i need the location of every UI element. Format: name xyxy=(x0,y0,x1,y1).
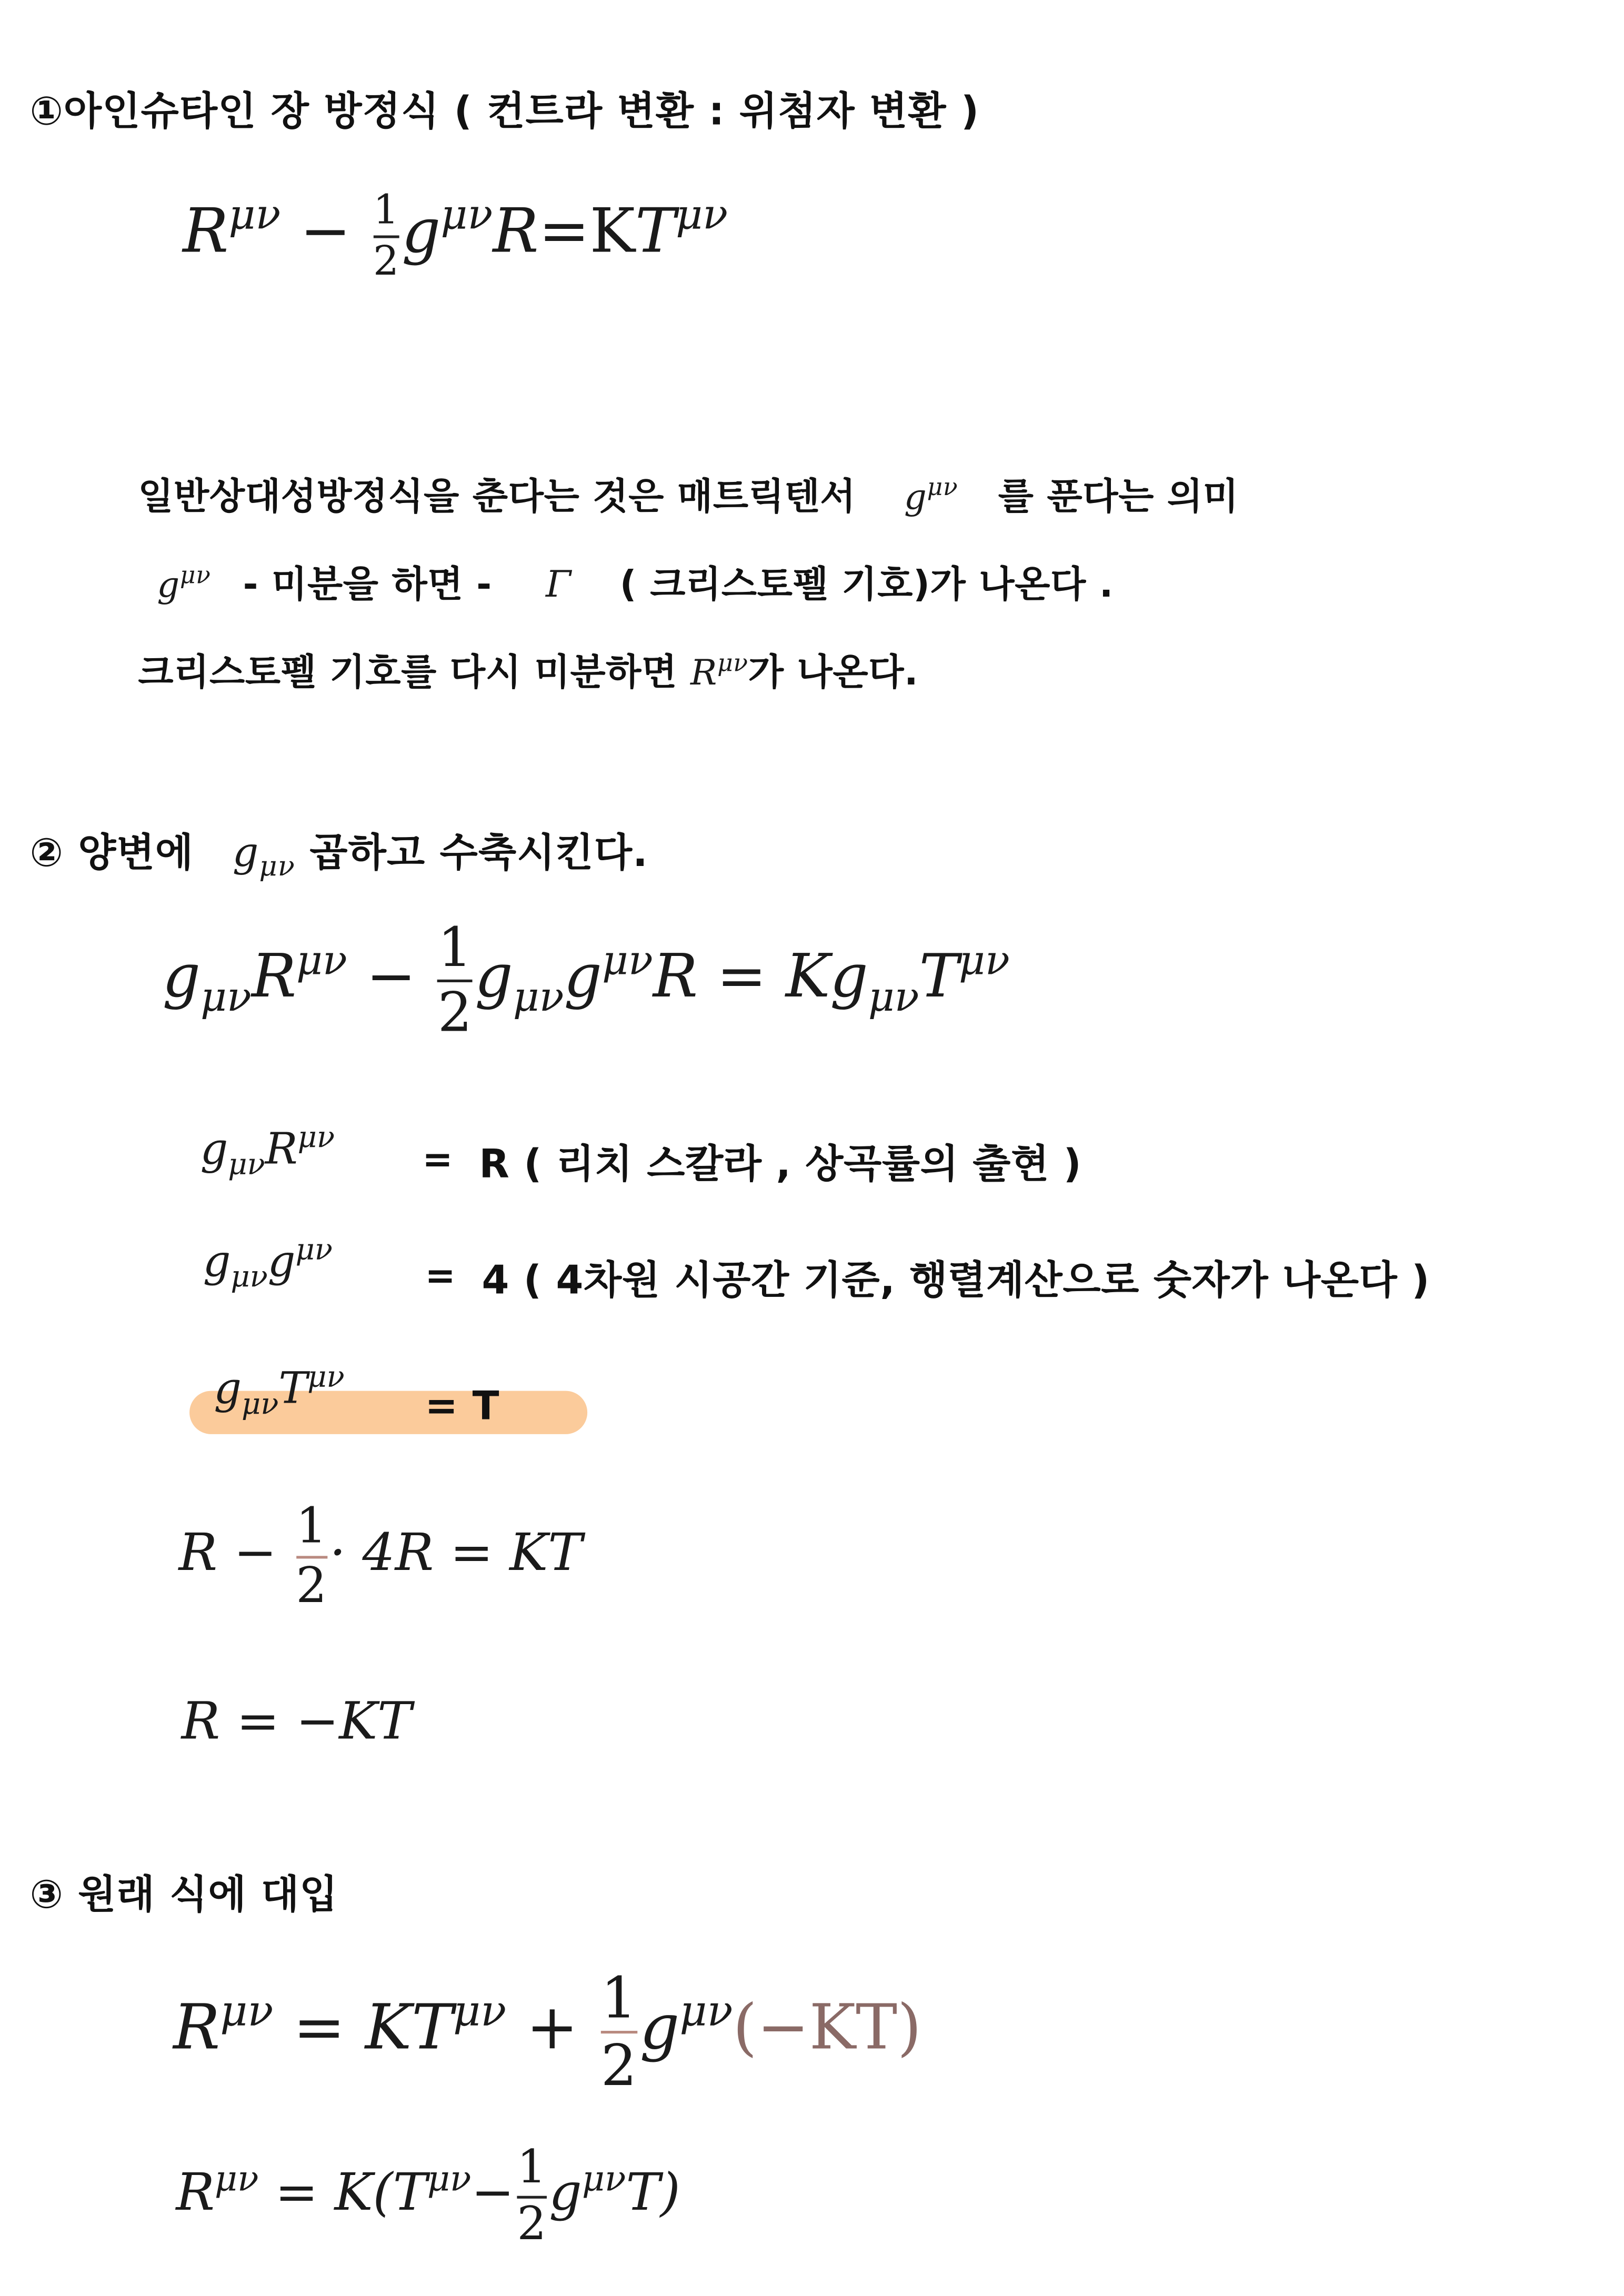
eq-symbol: R xyxy=(183,195,229,267)
row-lhs-ricci: $g_{\mu\nu}R^{\mu\nu}$ xyxy=(200,1121,335,1182)
eq-symbol: K xyxy=(589,195,635,267)
row-equals: = xyxy=(425,1255,456,1298)
trace-equation: R − 1 2 · 4R = KT xyxy=(178,1499,583,1614)
fraction: 1 2 xyxy=(600,1964,637,2099)
row-lhs-trace-T: $g_{\mu\nu}T^{\mu\nu}$ xyxy=(214,1361,345,1422)
eq-superscript: μν xyxy=(676,192,728,240)
contracted-equation: $g_{\mu\nu}R^{\mu\nu}$ − 1 2 $g_{\mu\nu}g^{\mu\nu}R = Kg_{\mu\nu}T^{\mu\nu}$ xyxy=(162,917,1010,1045)
eq-operator: − xyxy=(280,195,370,267)
section2-heading: ② 양변에 $g_{\mu\nu}$ 곱하고 수축시킨다. xyxy=(29,829,648,883)
einstein-field-equation xyxy=(183,186,728,285)
fraction: 1 2 xyxy=(373,186,399,285)
eq-symbol: g xyxy=(402,195,441,267)
ricci-tensor-symbol: $R^{\mu\nu}$ xyxy=(690,651,748,694)
eq-operator: = xyxy=(538,195,590,267)
christoffel-symbol: Γ xyxy=(545,564,572,607)
eq-superscript: μν xyxy=(228,192,281,240)
metric-tensor-symbol: $g^{\mu\nu}$ xyxy=(157,563,211,607)
row-rhs-T: = T xyxy=(425,1383,500,1429)
substituted-equation: $R^{\mu\nu} = KT^{\mu\nu}$ + 1 2 $g^{\mu\nu}(-KT)$ xyxy=(173,1964,922,2099)
note-text: 를 푼다는 의미 xyxy=(998,476,1239,518)
note-text: 가 나온다. xyxy=(748,652,919,694)
section3-heading: ③ 원래 식에 대입 xyxy=(29,1871,338,1917)
note-line-3 xyxy=(138,643,918,696)
eq-symbol: T xyxy=(635,195,676,267)
note-line-2 xyxy=(157,555,1114,607)
row-lhs-metric-trace: $g_{\mu\nu}g^{\mu\nu}$ xyxy=(203,1234,333,1295)
note-text: 일반상대성방정식을 춘다는 것은 매트릭텐서 xyxy=(138,476,856,518)
fraction: 1 2 xyxy=(437,917,473,1045)
row-rhs-four: 4 ( 4차원 시공간 기준, 행렬계산으로 숫자가 나온다 ) xyxy=(482,1257,1430,1303)
row-equals: = xyxy=(422,1139,454,1182)
fraction: 1 2 xyxy=(517,2140,547,2251)
section1-heading: ①아인슈타인 장 방정식 ( 컨트라 변환 : 위첨자 변환 ) xyxy=(29,88,980,134)
eq-symbol: R xyxy=(493,195,539,267)
result-equation: R = −KT xyxy=(181,1691,412,1751)
final-equation: $R^{\mu\nu} = K(T^{\mu\nu}-$ 1 2 $g^{\mu\nu}T$) xyxy=(176,2140,680,2251)
fraction: 1 2 xyxy=(296,1499,327,1614)
covariant-metric-symbol: $g_{\mu\nu}$ xyxy=(232,829,296,883)
metric-tensor-symbol: $g^{\mu\nu}$ xyxy=(904,475,958,518)
eq-superscript: μν xyxy=(440,192,493,240)
note-text: - 미분을 하면 - xyxy=(243,564,492,607)
row-rhs-ricci-scalar: R ( 리치 스칼라 , 상곡률의 출현 ) xyxy=(479,1140,1082,1187)
note-text: ( 크리스토펠 기호)가 나온다 . xyxy=(619,564,1114,607)
note-text: 크리스토펠 기호를 다시 미분하면 xyxy=(138,652,678,694)
note-line-1 xyxy=(138,467,1238,519)
